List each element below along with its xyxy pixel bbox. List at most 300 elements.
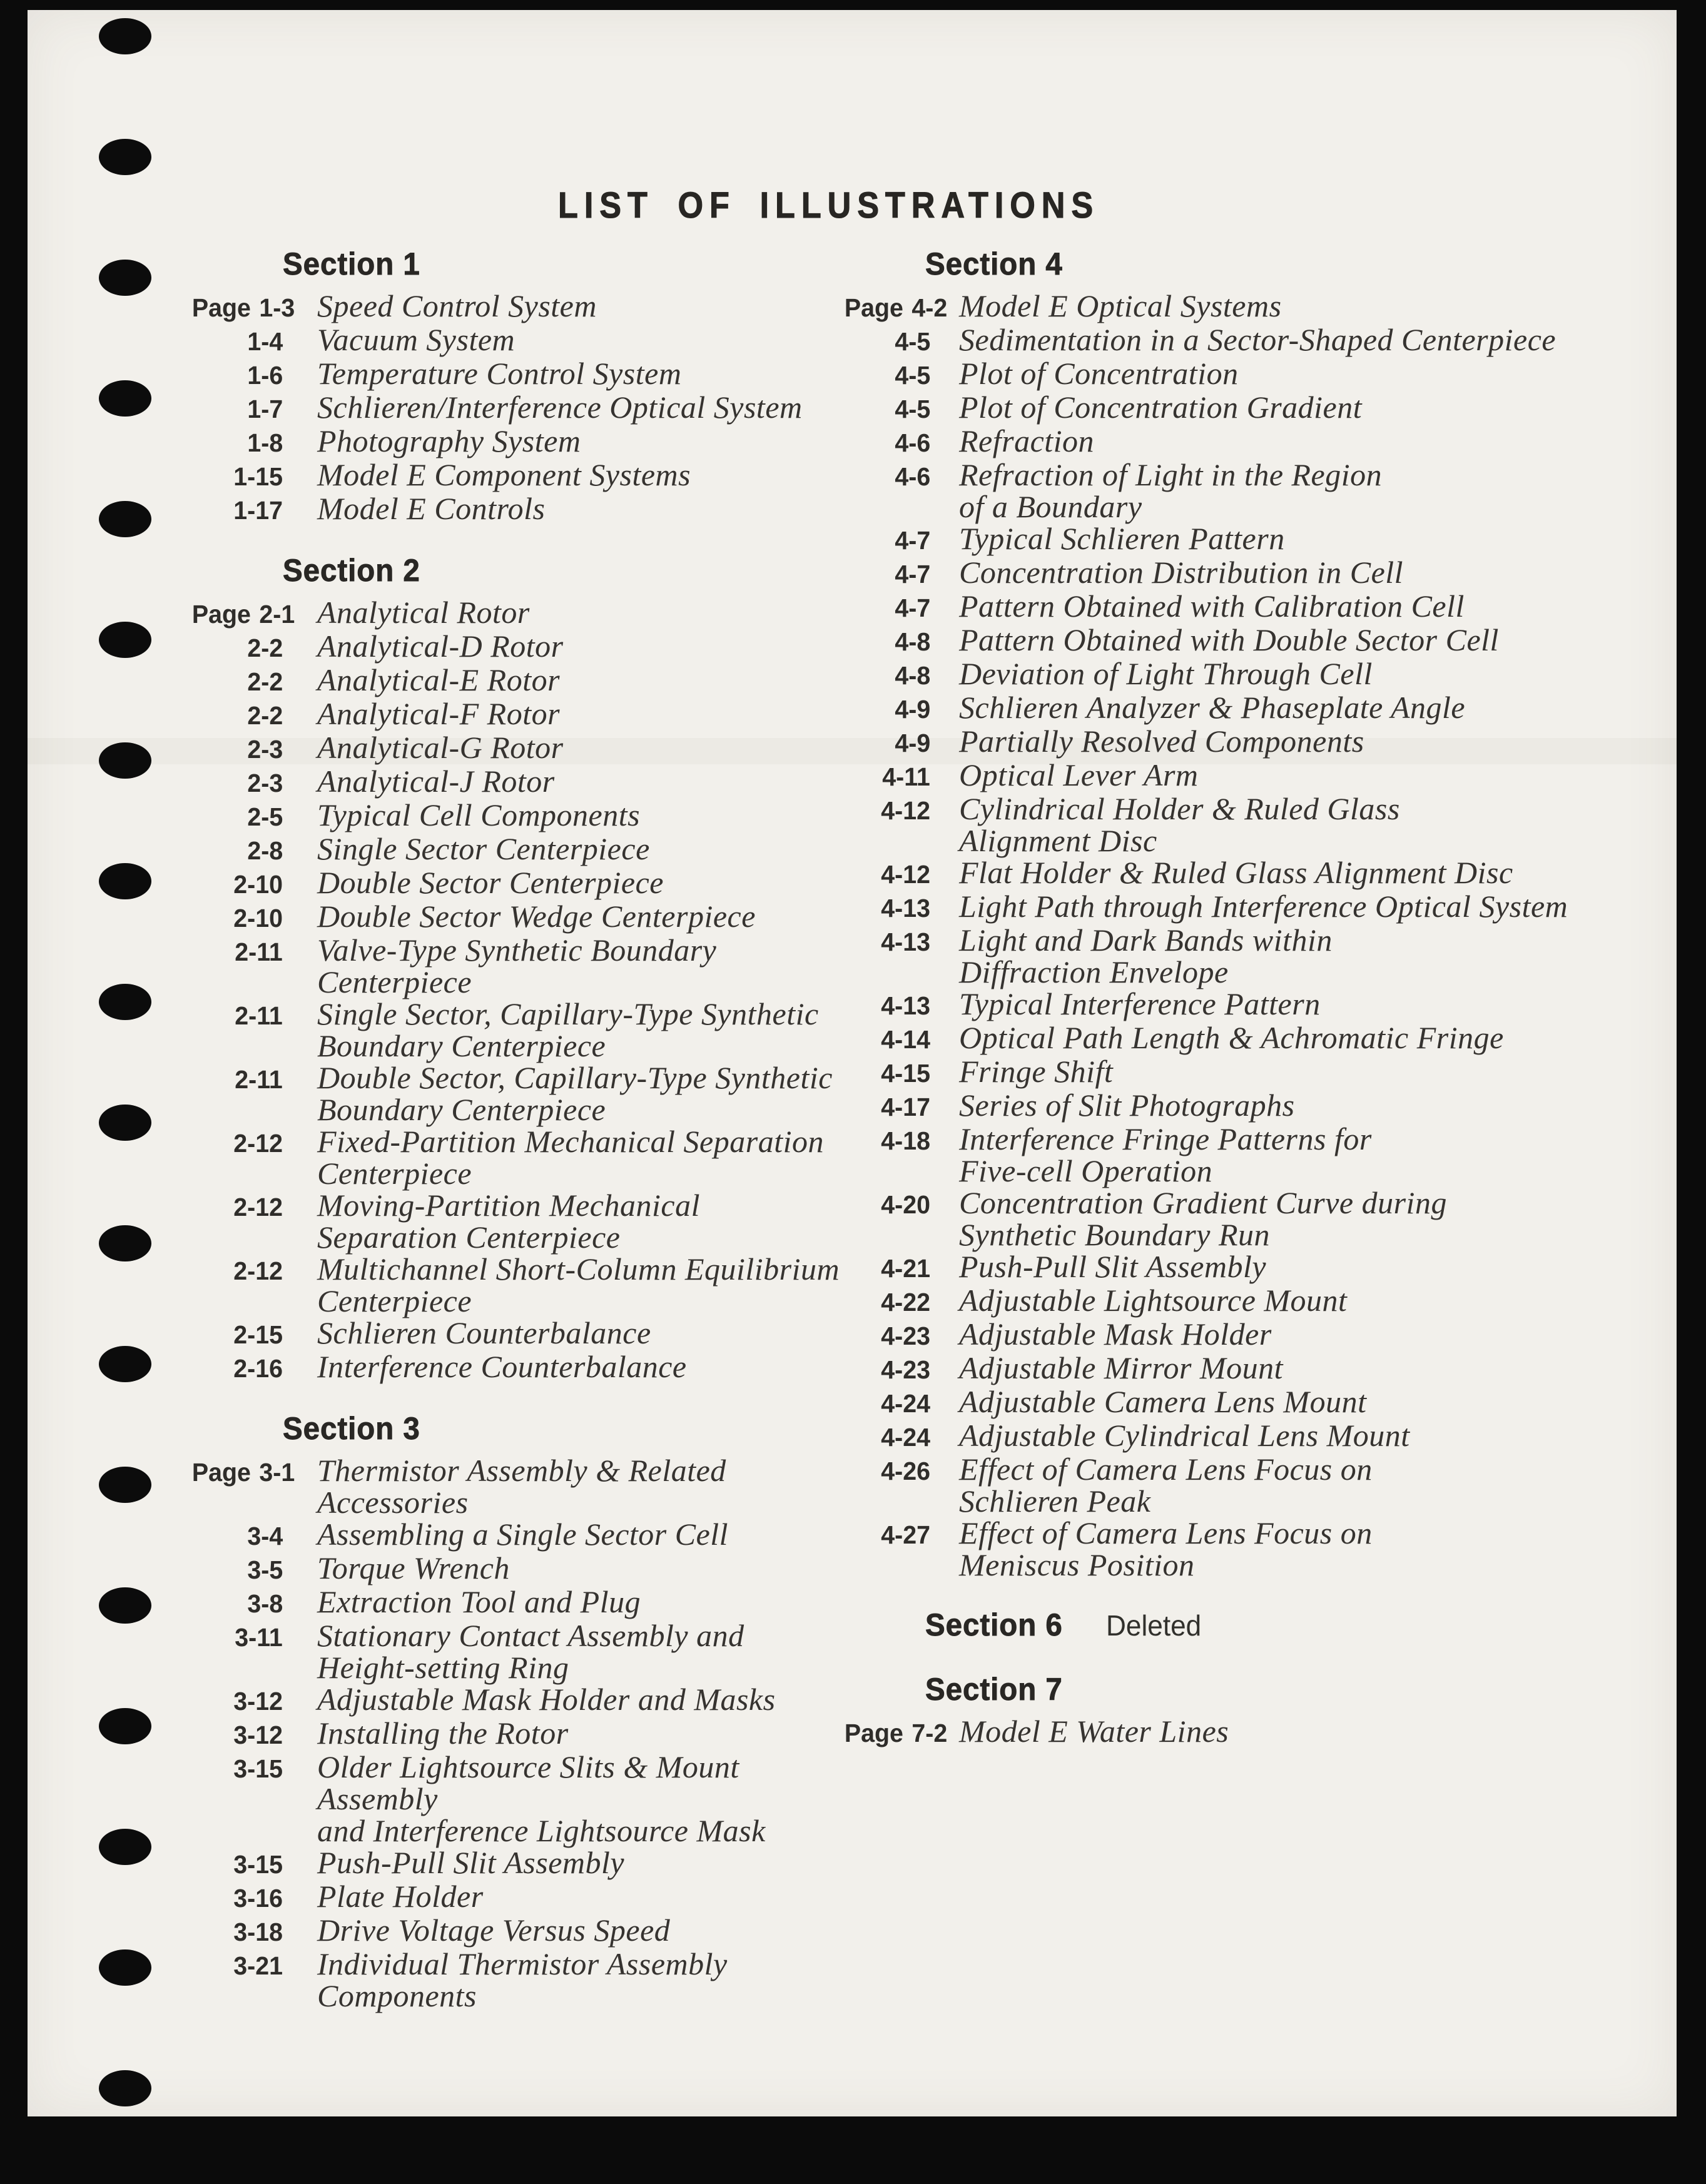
toc-entry-row bbox=[840, 1056, 1585, 1089]
toc-entry-row bbox=[840, 459, 1585, 523]
entry-page-number bbox=[840, 1354, 930, 1386]
entry-title: Analytical-F Rotor bbox=[317, 696, 561, 731]
toc-entry-row bbox=[188, 867, 843, 901]
punch-hole bbox=[99, 1708, 151, 1744]
page-label: Page bbox=[191, 1458, 251, 1487]
entry-title: Effect of Camera Lens Focus on Meniscus Position bbox=[959, 1515, 1373, 1582]
toc-entry-row bbox=[188, 1062, 843, 1126]
toc-entry-row bbox=[840, 624, 1585, 658]
entry-page-number-text: Page 3-1 bbox=[191, 1458, 295, 1487]
entry-title: Light Path through Interference Optical System bbox=[959, 889, 1568, 924]
entry-page-number bbox=[840, 926, 930, 958]
toc-entry-row bbox=[188, 425, 843, 459]
entry-page-number-text: 4-6 bbox=[895, 428, 930, 457]
entry-page-number bbox=[840, 1091, 930, 1123]
entry-page-number-text: 3-12 bbox=[233, 1687, 283, 1716]
entry-title: Schlieren Counterbalance bbox=[317, 1315, 651, 1350]
toc-entry-row bbox=[840, 290, 1585, 324]
toc-entry-row bbox=[188, 799, 843, 833]
toc-column bbox=[840, 244, 1585, 1749]
entry-title: Refraction of Light in the Region of a Boundary bbox=[959, 457, 1383, 524]
entry-page-number-text: 4-15 bbox=[881, 1059, 930, 1088]
entry-title: Analytical-E Rotor bbox=[317, 662, 561, 697]
entry-page-number-text: 4-13 bbox=[881, 894, 930, 923]
toc-entry-row bbox=[188, 493, 843, 527]
entry-page-number-text: 3-4 bbox=[247, 1522, 283, 1550]
entry-page-number-text: 4-5 bbox=[895, 395, 930, 423]
toc-entry-row bbox=[188, 1317, 843, 1351]
toc-entry-row bbox=[840, 1716, 1585, 1749]
entry-page-number bbox=[188, 1000, 283, 1032]
entry-page-number-text: 3-11 bbox=[235, 1623, 283, 1652]
entry-page-number-text: 2-3 bbox=[247, 735, 283, 764]
entry-page-number-text: 2-11 bbox=[235, 1065, 283, 1094]
section-heading-label: Section 7 bbox=[925, 1672, 1063, 1707]
entry-page-number-text: 3-5 bbox=[247, 1555, 283, 1584]
entry-page-number bbox=[188, 1520, 283, 1552]
entry-page-number-text: 1-17 bbox=[233, 496, 283, 525]
section-heading-label: Section 1 bbox=[283, 246, 420, 281]
entry-page-number bbox=[840, 990, 930, 1022]
entry-page-number bbox=[188, 1457, 295, 1489]
entry-title: Concentration Distribution in Cell bbox=[959, 555, 1404, 590]
entry-page-number-text: 2-10 bbox=[233, 904, 283, 933]
entry-title: Plot of Concentration Gradient bbox=[959, 390, 1363, 425]
entry-page-number-text: 2-10 bbox=[233, 870, 283, 899]
entry-page-number bbox=[188, 902, 283, 934]
toc-entry-row bbox=[188, 1620, 843, 1684]
toc-entry-row bbox=[188, 630, 843, 664]
section-heading bbox=[283, 244, 843, 284]
entry-page-number bbox=[840, 859, 930, 891]
toc-entry-row bbox=[188, 1948, 843, 2012]
punch-hole bbox=[99, 1467, 151, 1503]
section-heading-label: Section 4 bbox=[925, 246, 1063, 281]
entry-title: Adjustable Camera Lens Mount bbox=[959, 1384, 1367, 1419]
entry-page-number bbox=[188, 734, 283, 766]
entry-page-number bbox=[188, 632, 283, 664]
entry-page-number bbox=[840, 292, 948, 324]
punch-hole bbox=[99, 2070, 151, 2106]
entry-page-number bbox=[188, 1883, 283, 1914]
entry-page-number bbox=[188, 461, 283, 493]
entry-title: Plot of Concentration bbox=[959, 356, 1239, 391]
toc-entry-row bbox=[840, 425, 1585, 459]
toc-entry-row bbox=[840, 1089, 1585, 1123]
section-heading bbox=[283, 1408, 843, 1448]
entry-page-number bbox=[840, 892, 930, 924]
entry-page-number bbox=[188, 1719, 283, 1751]
entry-title: Drive Voltage Versus Speed bbox=[317, 1913, 671, 1948]
toc-entry-row bbox=[840, 1251, 1585, 1285]
entry-page-number-text: 2-2 bbox=[247, 701, 283, 730]
entry-page-number-text: 4-8 bbox=[895, 661, 930, 690]
toc-entry-row bbox=[840, 857, 1585, 891]
entry-page-number-text: 4-9 bbox=[895, 695, 930, 724]
toc-entry-row bbox=[188, 833, 843, 867]
toc-entry-row bbox=[840, 1123, 1585, 1187]
entry-page-number-text: 4-24 bbox=[881, 1423, 930, 1452]
entry-page-number bbox=[840, 660, 930, 692]
toc-entry-row bbox=[840, 523, 1585, 557]
entry-page-number-text: 2-11 bbox=[235, 1001, 283, 1030]
entry-title: Analytical-D Rotor bbox=[317, 629, 564, 664]
entry-page-number bbox=[840, 1455, 930, 1487]
toc-entry-row bbox=[188, 1586, 843, 1620]
toc-entry-row bbox=[188, 664, 843, 698]
entry-page-number-text: 2-12 bbox=[233, 1256, 283, 1285]
section-heading-label: Section 6 bbox=[925, 1607, 1063, 1642]
entry-title: Thermistor Assembly & Related Accessories bbox=[317, 1453, 726, 1520]
entry-page-number bbox=[840, 1388, 930, 1420]
entry-page-number-text: 1-15 bbox=[233, 462, 283, 491]
entry-title: Stationary Contact Assembly and Height-setting Ring bbox=[317, 1618, 744, 1685]
entry-title: Double Sector Centerpiece bbox=[317, 865, 664, 900]
entry-title: Schlieren/Interference Optical System bbox=[317, 390, 803, 425]
entry-page-number-text: 4-17 bbox=[881, 1093, 930, 1121]
entry-page-number-text: Page 7-2 bbox=[844, 1719, 948, 1747]
entry-page-number bbox=[188, 1916, 283, 1948]
toc-entry-row bbox=[188, 1717, 843, 1751]
entry-title: Pattern Obtained with Double Sector Cell bbox=[959, 622, 1499, 657]
entry-title: Adjustable Mirror Mount bbox=[959, 1350, 1283, 1385]
entry-title: Assembling a Single Sector Cell bbox=[317, 1517, 729, 1552]
section-heading bbox=[925, 1669, 1585, 1709]
entry-page-number bbox=[840, 1024, 930, 1056]
entry-page-number bbox=[188, 936, 283, 968]
punch-hole bbox=[99, 501, 151, 537]
entry-title: Interference Counterbalance bbox=[317, 1349, 687, 1384]
entry-page-number-text: 4-7 bbox=[895, 526, 930, 555]
entry-page-number-text: 4-18 bbox=[881, 1126, 930, 1155]
entry-title: Photography System bbox=[317, 423, 581, 458]
toc-entry-row bbox=[840, 1420, 1585, 1453]
section-heading-label: Section 2 bbox=[283, 553, 420, 588]
entry-title: Extraction Tool and Plug bbox=[317, 1584, 641, 1619]
toc-entry-row bbox=[188, 1684, 843, 1717]
entry-page-number-text: 1-6 bbox=[247, 361, 283, 390]
entry-title: Interference Fringe Patterns for Five-cell Operation bbox=[959, 1121, 1372, 1188]
toc-entry-row bbox=[840, 1022, 1585, 1056]
punch-hole bbox=[99, 984, 151, 1020]
toc-entry-row bbox=[188, 1253, 843, 1317]
entry-page-number bbox=[840, 795, 930, 827]
toc-entry-row bbox=[840, 1318, 1585, 1352]
section-heading bbox=[925, 244, 1585, 284]
toc-column bbox=[188, 244, 843, 2012]
toc-entry-row bbox=[840, 759, 1585, 793]
toc-entry-row bbox=[188, 1847, 843, 1881]
entry-page-number bbox=[840, 1125, 930, 1157]
toc-entry-row bbox=[840, 793, 1585, 857]
toc-entry-row bbox=[188, 392, 843, 425]
entry-page-number bbox=[840, 1320, 930, 1352]
entry-page-number-text: 3-21 bbox=[233, 1951, 283, 1980]
toc-entry-row bbox=[188, 597, 843, 630]
toc-entry-row bbox=[188, 1881, 843, 1914]
entry-page-number-text: 4-9 bbox=[895, 729, 930, 757]
entry-page-number bbox=[188, 360, 283, 392]
toc-entry-row bbox=[840, 557, 1585, 590]
entry-page-number bbox=[840, 1287, 930, 1318]
toc-entry-row bbox=[188, 766, 843, 799]
toc-entry-row bbox=[840, 1517, 1585, 1581]
entry-page-number-text: 3-15 bbox=[233, 1754, 283, 1783]
entry-page-number-text: 3-16 bbox=[233, 1884, 283, 1913]
entry-page-number-text: 4-7 bbox=[895, 560, 930, 589]
entry-title: Analytical Rotor bbox=[317, 595, 530, 630]
page-label: Page bbox=[844, 293, 903, 322]
entry-title: Adjustable Cylindrical Lens Mount bbox=[959, 1418, 1410, 1453]
entry-page-number bbox=[840, 1189, 930, 1221]
entry-page-number-text: 2-2 bbox=[247, 667, 283, 696]
entry-page-number-text: Page 2-1 bbox=[191, 600, 295, 629]
entry-page-number bbox=[188, 1950, 283, 1982]
entry-title: Partially Resolved Components bbox=[959, 724, 1364, 759]
entry-page-number bbox=[188, 869, 283, 901]
punch-hole bbox=[99, 260, 151, 296]
entry-title: Push-Pull Slit Assembly bbox=[317, 1845, 625, 1880]
toc-entry-row bbox=[188, 1455, 843, 1519]
toc-entry-row bbox=[188, 1552, 843, 1586]
entry-page-number-text: 3-18 bbox=[233, 1918, 283, 1946]
toc-entry-row bbox=[840, 590, 1585, 624]
entry-page-number-text: 4-23 bbox=[881, 1322, 930, 1350]
entry-page-number bbox=[840, 727, 930, 759]
toc-entry-row bbox=[840, 324, 1585, 358]
toc-entry-row bbox=[840, 1386, 1585, 1420]
entry-page-number-text: 4-21 bbox=[881, 1254, 930, 1283]
entry-page-number bbox=[188, 1686, 283, 1717]
toc-entry-row bbox=[840, 1453, 1585, 1517]
entry-page-number-text: 4-27 bbox=[881, 1520, 930, 1549]
toc-entry-row bbox=[840, 1285, 1585, 1318]
entry-page-number-text: 4-5 bbox=[895, 361, 930, 390]
entry-page-number-text: 2-8 bbox=[247, 836, 283, 865]
entry-page-number bbox=[840, 559, 930, 590]
entry-page-number-text: 2-12 bbox=[233, 1193, 283, 1221]
entry-page-number-text: 4-11 bbox=[882, 762, 930, 791]
entry-page-number bbox=[840, 761, 930, 793]
entry-title: Fixed-Partition Mechanical Separation Centerpiece bbox=[317, 1124, 824, 1191]
entry-page-number-text: 4-20 bbox=[881, 1190, 930, 1219]
toc-entry-row bbox=[188, 290, 843, 324]
punch-hole bbox=[99, 742, 151, 779]
entry-title: Single Sector, Capillary-Type Synthetic Boundary Centerpiece bbox=[317, 996, 819, 1063]
entry-title: Double Sector, Capillary-Type Synthetic Boundary Centerpiece bbox=[317, 1060, 833, 1127]
entry-page-number bbox=[188, 427, 283, 459]
entry-title: Double Sector Wedge Centerpiece bbox=[317, 899, 756, 934]
entry-title: Multichannel Short-Column Equilibrium Centerpiece bbox=[317, 1251, 840, 1318]
entry-title: Fringe Shift bbox=[959, 1054, 1114, 1089]
entry-page-number-text: 2-3 bbox=[247, 769, 283, 797]
entry-title: Valve-Type Synthetic Boundary Centerpiece bbox=[317, 933, 717, 999]
entry-title: Installing the Rotor bbox=[317, 1716, 569, 1751]
entry-title: Vacuum System bbox=[317, 322, 515, 357]
entry-title: Older Lightsource Slits & Mount Assembly and Interference Lightsource Mask bbox=[317, 1749, 766, 1848]
entry-title: Schlieren Analyzer & Phaseplate Angle bbox=[959, 690, 1466, 725]
entry-title: Series of Slit Photographs bbox=[959, 1088, 1295, 1123]
entry-title: Analytical-J Rotor bbox=[317, 764, 555, 799]
entry-title: Pattern Obtained with Calibration Cell bbox=[959, 589, 1465, 624]
entry-title: Temperature Control System bbox=[317, 356, 682, 391]
entry-page-number-text: 4-8 bbox=[895, 627, 930, 656]
entry-page-number-text: 2-15 bbox=[233, 1320, 283, 1349]
entry-page-number bbox=[840, 1058, 930, 1089]
entry-title: Optical Path Length & Achromatic Fringe bbox=[959, 1020, 1504, 1055]
entry-page-number-text: 4-7 bbox=[895, 594, 930, 622]
entry-page-number bbox=[188, 1353, 283, 1385]
toc-entry-row bbox=[188, 698, 843, 732]
entry-page-number bbox=[188, 1753, 283, 1785]
entry-page-number bbox=[188, 599, 295, 630]
entry-page-number bbox=[840, 427, 930, 459]
page-label: Page bbox=[191, 293, 251, 322]
entry-page-number bbox=[840, 694, 930, 725]
entry-page-number bbox=[188, 1849, 283, 1881]
entry-title: Deviation of Light Through Cell bbox=[959, 656, 1373, 691]
entry-title: Effect of Camera Lens Focus on Schlieren Peak bbox=[959, 1452, 1373, 1519]
punch-hole bbox=[99, 18, 151, 54]
entry-page-number bbox=[188, 1128, 283, 1160]
entry-title: Single Sector Centerpiece bbox=[317, 831, 650, 866]
entry-title: Typical Schlieren Pattern bbox=[959, 521, 1285, 556]
entry-page-number bbox=[188, 393, 283, 425]
entry-title: Model E Controls bbox=[317, 491, 546, 526]
entry-page-number-text: 4-26 bbox=[881, 1457, 930, 1485]
toc-entry-row bbox=[188, 1751, 843, 1847]
punch-hole bbox=[99, 1105, 151, 1141]
section-heading bbox=[283, 550, 843, 590]
entry-title: Model E Optical Systems bbox=[959, 288, 1282, 323]
entry-page-number bbox=[840, 626, 930, 658]
toc-entry-row bbox=[840, 988, 1585, 1022]
entry-page-number-text: 3-12 bbox=[233, 1721, 283, 1749]
entry-title: Analytical-G Rotor bbox=[317, 730, 564, 765]
entry-page-number-text: 3-15 bbox=[233, 1850, 283, 1879]
entry-page-number-text: 4-5 bbox=[895, 327, 930, 356]
entry-page-number bbox=[840, 360, 930, 392]
entry-page-number-text: 4-6 bbox=[895, 462, 930, 491]
toc-entry-row bbox=[188, 998, 843, 1062]
punch-hole bbox=[99, 1829, 151, 1865]
punch-hole bbox=[99, 863, 151, 899]
entry-page-number-text: 4-24 bbox=[881, 1389, 930, 1418]
entry-page-number bbox=[188, 700, 283, 732]
entry-page-number bbox=[188, 326, 283, 358]
entry-page-number-text: 2-11 bbox=[235, 938, 283, 966]
toc-entry-row bbox=[840, 692, 1585, 725]
toc-entry-row bbox=[840, 924, 1585, 988]
toc-entry-row bbox=[188, 732, 843, 766]
punch-hole bbox=[99, 1949, 151, 1986]
section-note: Deleted bbox=[1106, 1609, 1202, 1642]
entry-page-number-text: 1-7 bbox=[247, 395, 283, 423]
entry-page-number-text: 4-22 bbox=[881, 1288, 930, 1317]
entry-title: Model E Water Lines bbox=[959, 1714, 1229, 1749]
entry-title: Speed Control System bbox=[317, 288, 597, 323]
toc-entry-row bbox=[188, 901, 843, 934]
entry-page-number bbox=[840, 1519, 930, 1551]
entry-title: Push-Pull Slit Assembly bbox=[959, 1249, 1267, 1284]
entry-page-number-text: 2-5 bbox=[247, 802, 283, 831]
entry-page-number bbox=[188, 292, 295, 324]
entry-title: Refraction bbox=[959, 423, 1095, 458]
page-title: LIST OF ILLUSTRATIONS bbox=[558, 185, 1100, 226]
entry-title: Cylindrical Holder & Ruled Glass Alignment Disc bbox=[959, 791, 1400, 858]
entry-page-number bbox=[840, 592, 930, 624]
entry-page-number bbox=[188, 1588, 283, 1620]
punch-hole bbox=[99, 1225, 151, 1261]
page-label: Page bbox=[844, 1719, 903, 1747]
entry-title: Adjustable Mask Holder bbox=[959, 1317, 1272, 1352]
entry-page-number bbox=[840, 525, 930, 557]
toc-entry-row bbox=[188, 358, 843, 392]
entry-page-number-text: 4-13 bbox=[881, 928, 930, 956]
toc-entry-row bbox=[840, 1187, 1585, 1251]
punch-hole bbox=[99, 622, 151, 658]
toc-entry-row bbox=[840, 725, 1585, 759]
entry-title: Model E Component Systems bbox=[317, 457, 691, 492]
entry-page-number-text: 4-12 bbox=[881, 860, 930, 889]
entry-page-number bbox=[188, 801, 283, 833]
entry-page-number bbox=[188, 1064, 283, 1096]
punch-hole bbox=[99, 1346, 151, 1382]
entry-title: Adjustable Mask Holder and Masks bbox=[317, 1682, 776, 1717]
entry-page-number bbox=[188, 1622, 283, 1654]
toc-entry-row bbox=[840, 1352, 1585, 1386]
toc-entry-row bbox=[188, 1914, 843, 1948]
entry-page-number-text: Page 1-3 bbox=[191, 293, 295, 322]
entry-page-number bbox=[840, 1717, 948, 1749]
entry-page-number-text: 4-23 bbox=[881, 1355, 930, 1384]
punch-hole bbox=[99, 380, 151, 417]
toc-entry-row bbox=[188, 1190, 843, 1253]
punch-hole bbox=[99, 139, 151, 175]
entry-page-number-text: 4-12 bbox=[881, 796, 930, 825]
entry-page-number-text: 1-4 bbox=[247, 327, 283, 356]
entry-page-number bbox=[188, 1554, 283, 1586]
toc-entry-row bbox=[188, 459, 843, 493]
toc-entry-row bbox=[840, 891, 1585, 924]
entry-title: Typical Cell Components bbox=[317, 797, 641, 832]
entry-title: Sedimentation in a Sector-Shaped Centerpiece bbox=[959, 322, 1556, 357]
entry-page-number-text: 2-12 bbox=[233, 1129, 283, 1158]
toc-entry-row bbox=[840, 658, 1585, 692]
entry-page-number bbox=[188, 495, 283, 527]
toc-entry-row bbox=[188, 1126, 843, 1190]
entry-page-number bbox=[840, 326, 930, 358]
entry-page-number-text: 4-14 bbox=[881, 1025, 930, 1054]
entry-page-number bbox=[188, 1319, 283, 1351]
toc-entry-row bbox=[188, 1519, 843, 1552]
entry-title: Adjustable Lightsource Mount bbox=[959, 1283, 1348, 1318]
entry-page-number bbox=[840, 461, 930, 493]
section-heading bbox=[925, 1605, 1585, 1646]
toc-entry-row bbox=[188, 934, 843, 998]
entry-title: Moving-Partition Mechanical Separation Centerpiece bbox=[317, 1188, 700, 1255]
entry-page-number bbox=[188, 835, 283, 867]
toc-entry-row bbox=[188, 1351, 843, 1385]
entry-page-number-text: 3-8 bbox=[247, 1589, 283, 1618]
entry-title: Typical Interference Pattern bbox=[959, 986, 1321, 1021]
page-label: Page bbox=[191, 600, 251, 629]
punch-hole bbox=[99, 1587, 151, 1624]
entry-title: Concentration Gradient Curve during Synthetic Boundary Run bbox=[959, 1185, 1447, 1252]
entry-page-number bbox=[840, 393, 930, 425]
section-heading-label: Section 3 bbox=[283, 1411, 420, 1446]
entry-page-number bbox=[840, 1253, 930, 1285]
